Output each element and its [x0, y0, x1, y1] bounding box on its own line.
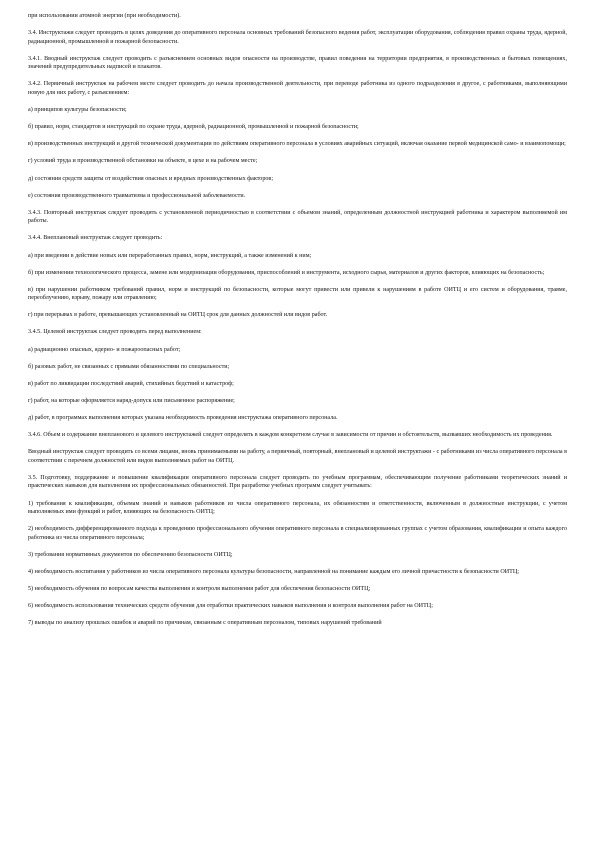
paragraph-28: 3) требования нормативных документов по обеспечению безопасности ОИТЦ;	[28, 551, 233, 558]
paragraph-25: 3.5. Подготовку, поддержание и повышение квалификации оперативного персонала следует проводить по учебным программам, обеспечивающим получение работниками теоретических знаний и практических навыков для выполнения их профессиональных обязанностей. При разработке учебных программ следует учитывать:	[28, 474, 567, 490]
paragraph-9: д) состояния средств защиты от воздействия опасных и вредных производственных факторов;	[28, 175, 274, 182]
paragraph-11: 3.4.3. Повторный инструктаж следует проводить с установленной периодичностью в соответствии с объемом знаний, определенным должностной инструкцией работника и характером выполняемой им работы.	[28, 209, 567, 225]
paragraph-14: б) при изменении технологического процесса, замене или модернизации оборудования, приспособлений и инструмента, исходного сырья, материалов и других факторов, влияющих на безопасность;	[28, 269, 545, 276]
paragraph-8: г) условий труда и производственной обстановки на объекте, в цехе и на рабочем месте;	[28, 158, 258, 165]
paragraph-7: в) производственных инструкций и другой технической документации по действиям оперативного персонала в условиях аварийных ситуаций, включая оказание первой медицинской само- и взаимопомощи;	[28, 141, 566, 148]
paragraph-4: 3.4.2. Первичный инструктаж на рабочем месте следует проводить до начала производственной деятельности, при переводе работника из одного подразделения в другое, с работниками, выполняющими новую для них работу, с разъяснением:	[28, 81, 567, 97]
paragraph-6: б) правил, норм, стандартов и инструкций по охране труда, ядерной, радиационной, промышленной и пожарной безопасности;	[28, 124, 359, 131]
paragraph-5: а) принципов культуры безопасности;	[28, 107, 127, 114]
paragraph-29: 4) необходимость воспитания у работников из числа оперативного персонала культуры безопасности, направленной на понимание каждым его личной причастности к безопасности ОИТЦ;	[28, 568, 519, 575]
paragraph-32: 7) выводы по анализу прошлых ошибок и аварий по причинам, связанным с оперативным персоналом, типовых нарушений требований	[28, 620, 382, 627]
paragraph-2: 3.4. Инструктажи следует проводить в целях доведения до оперативного персонала основных требований безопасного ведения работ, эксплуатации оборудования, соблюдения правил охраны труда, ядерной, радиационной, промышленной и пожарной безопасности.	[28, 30, 567, 45]
paragraph-21: г) работ, на которые оформляется наряд-допуск или письменное распоряжение;	[28, 397, 235, 404]
paragraph-20: в) работ по ликвидации последствий аварий, стихийных бедствий и катастроф;	[28, 380, 234, 387]
paragraph-3: 3.4.1. Вводный инструктаж следует проводить с разъяснением основных видов опасности на производстве, правил поведения на территории предприятия, в производственных и бытовых помещениях, значений предупредительных надписей и плакатов.	[28, 55, 567, 71]
paragraph-19: б) разовых работ, не связанных с прямыми обязанностями по специальности;	[28, 363, 230, 370]
paragraph-15: в) при нарушении работником требований правил, норм и инструкций по безопасности, которые могут привести или привели к нарушениям в работе ОИТЦ и его систем и оборудования, травме, переоблучению, взрыву, пожару или отравлению;	[28, 286, 567, 302]
paragraph-27: 2) необходимость дифференцированного подхода к проведению профессионального обучения оперативного персонала в специализированных группах с учетом образования, квалификации и опыта каждого работника из числа оперативного персонала;	[28, 526, 567, 541]
paragraph-17: 3.4.5. Целевой инструктаж следует проводить перед выполнением:	[28, 329, 202, 336]
paragraph-26: 1) требования к квалификации, объемам знаний и навыков работников из числа оперативного персонала, их обязанностям и ответственности, включенным в должностные инструкции, с учетом выполняемых ими функций и работ, влияющих на безопасность ОИТЦ;	[28, 500, 567, 516]
paragraph-22: д) работ, в программах выполнения которых указана необходимость проведения инструктажа оперативного персонала.	[28, 414, 338, 421]
paragraph-10: е) состояния производственного травматизма и профессиональной заболеваемости.	[28, 192, 246, 199]
paragraph-12: 3.4.4. Внеплановый инструктаж следует проводить:	[28, 235, 163, 242]
paragraph-13: а) при введении в действие новых или переработанных правил, норм, инструкций, а также изменений к ним;	[28, 252, 312, 259]
paragraph-18: а) радиационно опасных, ядерно- и пожароопасных работ;	[28, 346, 181, 353]
paragraph-1: при использовании атомной энергии (при необходимости).	[28, 13, 181, 19]
paragraph-24: Вводный инструктаж следует проводить со всеми лицами, вновь принимаемыми на работу, а первичный, повторный, внеплановый и целевой инструктажи - с работниками из числа оперативного персонала в соответствии с перечнем должностей или видов выполняемых работ на ОИТЦ.	[28, 449, 567, 464]
paragraph-16: г) при перерывах в работе, превышающих установленный на ОИТЦ срок для данных должностей или видов работ.	[28, 312, 328, 319]
paragraph-23: 3.4.6. Объем и содержание внепланового и целевого инструктажей следует определять в каждом конкретном случае в зависимости от причин и обстоятельств, вызвавших необходимость их проведения.	[28, 432, 553, 439]
paragraph-31: 6) необходимость использования технических средств обучения для отработки практических навыков выполнения и контроля выполнения работ на ОИТЦ;	[28, 603, 433, 610]
paragraph-30: 5) необходимость обучения по вопросам качества выполнения и контроля выполнения работ для обеспечения безопасности ОИТЦ;	[28, 586, 371, 593]
